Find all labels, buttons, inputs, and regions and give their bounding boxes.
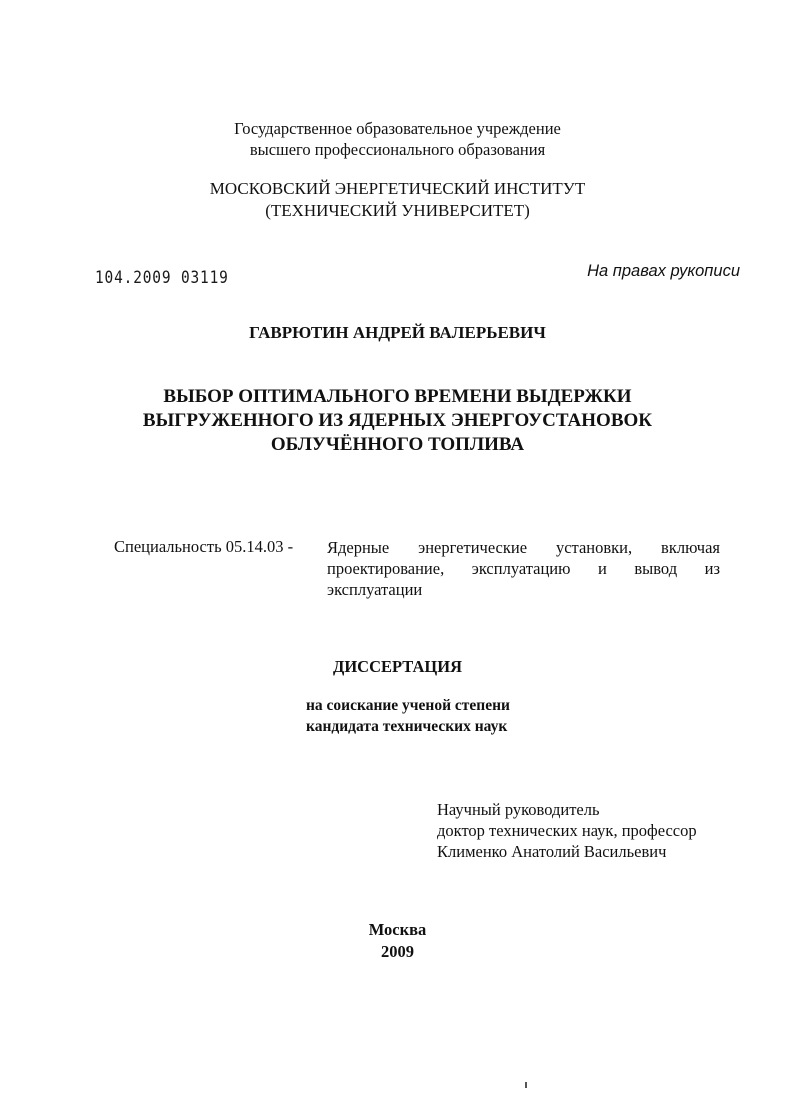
document-type: ДИССЕРТАЦИЯ: [333, 657, 462, 676]
supervisor-role: Научный руководитель: [437, 800, 600, 819]
supervisor-credentials: доктор технических наук, профессор: [437, 821, 697, 840]
specialty-label: Специальность 05.14.03 -: [114, 537, 294, 556]
degree-line-1: на соискание ученой степени: [306, 697, 510, 714]
scan-mark: [525, 1082, 527, 1088]
year: 2009: [381, 942, 414, 961]
author-name: ГАВРЮТИН АНДРЕЙ ВАЛЕРЬЕВИЧ: [249, 323, 546, 342]
institution-line-2: высшего профессионального образования: [249, 140, 546, 159]
title-line-3: ОБЛУЧЁННОГО ТОПЛИВА: [270, 434, 525, 455]
title-line-2: ВЫГРУЖЕННОГО ИЗ ЯДЕРНЫХ ЭНЕРГОУСТАНОВОК: [142, 410, 653, 431]
manuscript-rights: На правах рукописи: [587, 262, 740, 280]
degree-line-2: кандидата технических наук: [306, 718, 508, 735]
institution-name-line-1: МОСКОВСКИЙ ЭНЕРГЕТИЧЕСКИЙ ИНСТИТУТ: [209, 179, 586, 198]
city: Москва: [368, 920, 427, 939]
specialty-description: Ядерные энергетические установки, включая проектирование, эксплуатацию и вывод из эксплуатации: [327, 538, 720, 599]
supervisor-name: Клименко Анатолий Васильевич: [437, 842, 667, 861]
institution-line-1: Государственное образовательное учреждение: [234, 119, 561, 138]
institution-name-line-2: (ТЕХНИЧЕСКИЙ УНИВЕРСИТЕТ): [265, 201, 530, 220]
registration-stamp: 104.2009 03119: [95, 268, 229, 288]
title-line-1: ВЫБОР ОПТИМАЛЬНОГО ВРЕМЕНИ ВЫДЕРЖКИ: [163, 386, 632, 407]
